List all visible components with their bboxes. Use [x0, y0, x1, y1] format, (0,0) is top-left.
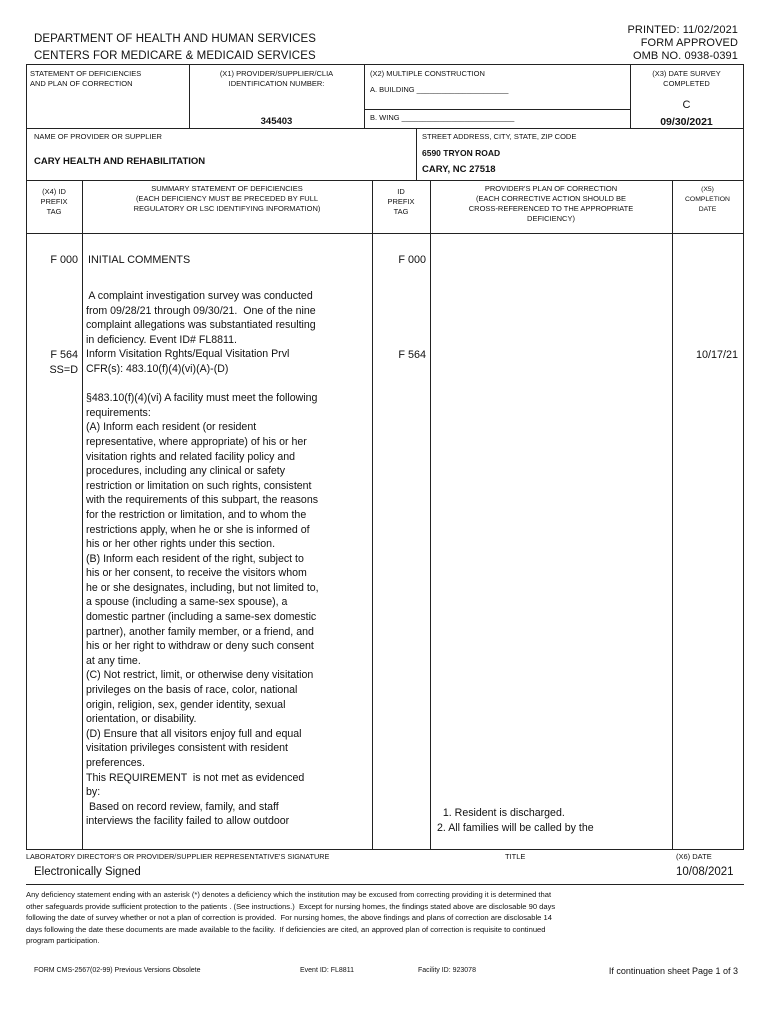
department-title: DEPARTMENT OF HEALTH AND HUMAN SERVICES: [34, 33, 317, 45]
event-id: Event ID: FL8811: [300, 967, 354, 974]
signature-value: Electronically Signed: [34, 866, 141, 878]
rule: [416, 128, 417, 180]
statement-label: STATEMENT OF DEFICIENCIES AND PLAN OF CORRECTION: [30, 69, 142, 88]
tag-f564: F 564: [50, 349, 78, 361]
printed-date: PRINTED: 11/02/2021: [627, 24, 738, 36]
rule: [364, 64, 365, 128]
page-indicator: If continuation sheet Page 1 of 3: [608, 966, 738, 976]
completion-header: (X5) COMPLETION DATE: [685, 186, 730, 213]
rule: [26, 180, 744, 181]
id-prefix-header: ID PREFIX TAG: [387, 187, 415, 216]
signature-label: LABORATORY DIRECTOR'S OR PROVIDER/SUPPLIER REPRESENTATIVE'S SIGNATURE: [26, 852, 330, 861]
rule: [26, 128, 744, 129]
street-address: 6590 TRYON ROAD: [422, 148, 501, 158]
disclaimer: Any deficiency statement ending with an asterisk (*) denotes a deficiency which the institution may be excused from correcting providing it is determined that other safeguards provide sufficient protection to the patients . (See instructions.) Except for nursing homes, the findings stated above are disclosable 90 days following the date of survey whether or not a plan of correction is provided. For nursing homes, the above findings and plans of correction are disclosable 14 days following the date these documents are made available to the facility. If deficiencies are cited, an approved plan of correction is requisite to continued program participation.: [26, 890, 556, 946]
tag-f000: F 000: [50, 254, 78, 266]
wing-field: B. WING ___________________________: [370, 113, 515, 122]
rule: [26, 64, 27, 850]
form-number: FORM CMS-2567(02-99) Previous Versions Obsolete: [34, 967, 201, 974]
tag-f000-right: F 000: [398, 254, 426, 266]
initial-comments-heading: INITIAL COMMENTS: [88, 254, 191, 266]
survey-code: C: [682, 99, 691, 111]
form-approved: FORM APPROVED: [640, 37, 738, 49]
rule: [364, 109, 630, 110]
signature-date: 10/08/2021: [676, 866, 734, 878]
address-label: STREET ADDRESS, CITY, STATE, ZIP CODE: [422, 132, 577, 141]
provider-id-number: 345403: [260, 116, 293, 127]
rule: [26, 884, 744, 885]
rule: [26, 233, 744, 234]
survey-completed-date: 09/30/2021: [660, 116, 713, 128]
city-state-zip: CARY, NC 27518: [422, 164, 496, 175]
date-label: (X6) DATE: [676, 852, 712, 861]
agency-title: CENTERS FOR MEDICARE & MEDICAID SERVICES: [34, 50, 316, 62]
facility-id: Facility ID: 923078: [418, 967, 476, 974]
tag-severity: SS=D: [49, 364, 78, 376]
rule: [430, 180, 431, 850]
x2-label: (X2) MULTIPLE CONSTRUCTION: [370, 69, 485, 78]
completion-date: 10/17/21: [695, 349, 738, 361]
summary-header: SUMMARY STATEMENT OF DEFICIENCIES (EACH DEFICIENCY MUST BE PRECEDED BY FULL REGULATORY OR LSC IDENTIFYING INFORMATION): [133, 184, 321, 213]
deficiency-statement: A complaint investigation survey was conducted from 09/28/21 through 09/30/21. One of the nine complaint allegations was substantiated resulting in deficiency. Event ID# FL8811. Inform Visitation Rghts/Equal Visitation Prvl CFR(s): 483.10(f)(4)(vi)(A)-(D) §483.10(f)(4)(vi) A facility must meet the following requirements: (A) Inform each resident (or resident representative, where appropriate) of his or her visitation rights and related facility policy and procedures, including any clinical or safety restriction or limitation on such rights, consistent with the requirements of this subpart, the reasons for the restriction or limitation, and to whom the restrictions apply, when he or she is informed of his or her other rights under this section. (B) Inform each resident of the right, subject to his or her consent, to receive the visitors whom he or she designates, including, but not limited to, a spouse (including a same-sex spouse), a domestic partner (including a same-sex domestic partner), another family member, or a friend, and his or her right to withdraw or deny such consent at any time. (C) Not restrict, limit, or otherwise deny visitation privileges on the basis of race, color, national origin, religion, sex, gender identity, sexual orientation, or disability. (D) Ensure that all visitors enjoy full and equal visitation privileges consistent with resident preferences. This REQUIREMENT is not met as evidenced by: Based on record review, family, and staff interviews the facility failed to allow outdoor: [86, 290, 319, 828]
rule: [743, 64, 744, 850]
provider-name-label: NAME OF PROVIDER OR SUPPLIER: [34, 132, 162, 141]
provider-name: CARY HEALTH AND REHABILITATION: [34, 156, 206, 167]
plan-of-correction: 1. Resident is discharged. 2. All families will be called by the: [437, 807, 594, 834]
rule: [26, 849, 744, 850]
rule: [26, 64, 744, 65]
rule: [672, 180, 673, 850]
title-label: TITLE: [505, 852, 526, 861]
x4-header: (X4) ID PREFIX TAG: [40, 187, 68, 216]
x3-label: (X3) DATE SURVEY COMPLETED: [652, 69, 721, 88]
tag-f564-right: F 564: [398, 349, 426, 361]
rule: [82, 180, 83, 850]
building-field: A. BUILDING ______________________: [370, 85, 509, 94]
rule: [372, 180, 373, 850]
x1-label: (X1) PROVIDER/SUPPLIER/CLIA IDENTIFICATION NUMBER:: [219, 69, 334, 88]
omb-number: OMB NO. 0938-0391: [632, 50, 738, 62]
plan-header: PROVIDER'S PLAN OF CORRECTION (EACH CORRECTIVE ACTION SHOULD BE CROSS-REFERENCED TO THE APPROPRIATE DEFICIENCY): [468, 184, 634, 223]
